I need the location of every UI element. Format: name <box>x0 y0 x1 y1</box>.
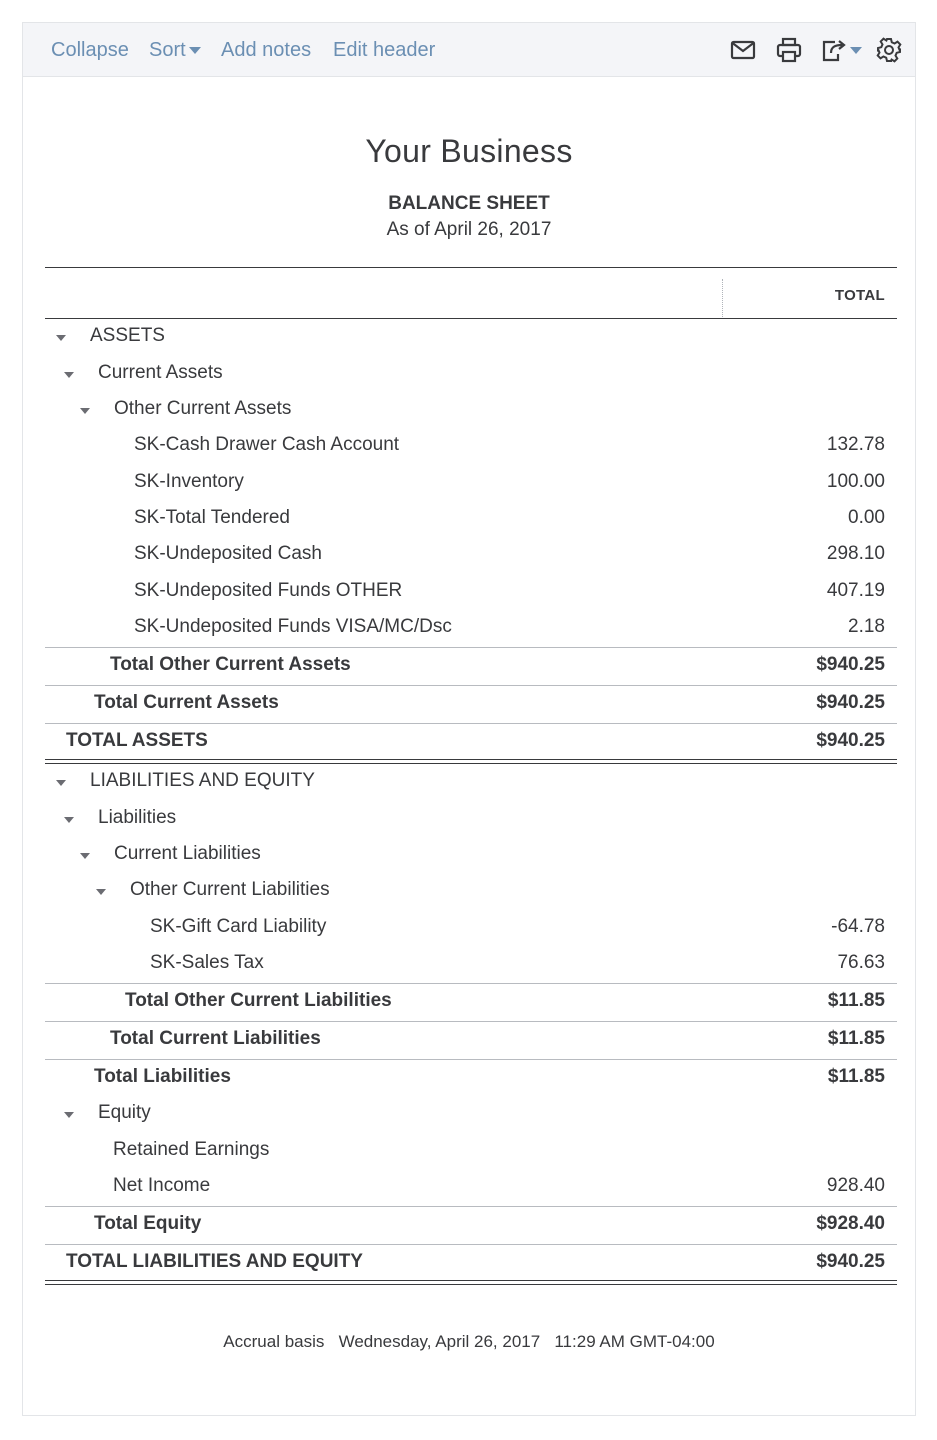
collapse-caret-icon[interactable] <box>64 817 74 823</box>
print-icon[interactable] <box>775 36 803 64</box>
row-amount[interactable]: $940.25 <box>816 692 885 713</box>
table-row <box>45 1213 897 1237</box>
table-row <box>45 770 897 794</box>
collapse-caret-icon[interactable] <box>64 1112 74 1118</box>
settings-icon[interactable] <box>875 36 903 64</box>
double-rule <box>45 1280 897 1285</box>
table-row <box>45 654 897 678</box>
report-footer <box>23 1332 915 1352</box>
row-label: SK-Undeposited Funds VISA/MC/Dsc <box>134 616 452 637</box>
add-notes-link[interactable]: Add notes <box>221 39 312 61</box>
table-row <box>45 1028 897 1052</box>
column-divider <box>722 279 723 319</box>
row-label: Other Current Assets <box>114 398 292 419</box>
collapse-caret-icon[interactable] <box>56 335 66 341</box>
column-header-rule <box>45 318 897 319</box>
row-label: Total Other Current Liabilities <box>125 990 392 1011</box>
table-row <box>45 730 897 754</box>
table-row <box>45 692 897 716</box>
table-row <box>45 398 897 422</box>
table-row <box>45 434 897 458</box>
table-row <box>45 325 897 349</box>
export-icon[interactable] <box>819 36 863 64</box>
total-rule <box>45 723 897 724</box>
edit-header-link[interactable]: Edit header <box>333 39 436 61</box>
report-date[interactable]: As of April 26, 2017 <box>386 219 552 240</box>
row-label: Retained Earnings <box>113 1139 270 1160</box>
footer-timestamp: Wednesday, April 26, 2017 11:29 AM GMT-04:00 <box>338 1332 715 1351</box>
row-amount[interactable]: 2.18 <box>848 616 885 637</box>
row-amount[interactable]: -64.78 <box>831 916 885 937</box>
table-row <box>45 362 897 386</box>
table-row <box>45 807 897 831</box>
row-label: SK-Undeposited Cash <box>134 543 322 564</box>
row-amount[interactable]: $940.25 <box>816 654 885 675</box>
row-label: SK-Inventory <box>134 471 244 492</box>
row-label: SK-Gift Card Liability <box>150 916 327 937</box>
row-amount[interactable]: $940.25 <box>816 730 885 751</box>
table-row <box>45 1102 897 1126</box>
row-amount[interactable]: $11.85 <box>827 1028 885 1049</box>
table-row <box>45 952 897 976</box>
row-amount[interactable]: 928.40 <box>826 1175 885 1196</box>
table-row <box>45 616 897 640</box>
sort-label: Sort <box>149 39 186 61</box>
footer-basis: Accrual basis <box>223 1332 325 1351</box>
total-rule <box>45 1059 897 1060</box>
row-amount[interactable]: 298.10 <box>826 543 885 564</box>
row-label: Net Income <box>113 1175 211 1196</box>
total-rule <box>45 685 897 686</box>
row-label: TOTAL LIABILITIES AND EQUITY <box>66 1251 363 1272</box>
row-label: ASSETS <box>90 325 165 346</box>
row-amount[interactable]: 76.63 <box>837 952 885 973</box>
report-card <box>22 22 916 1416</box>
total-rule <box>45 983 897 984</box>
row-amount[interactable]: 407.19 <box>826 580 885 601</box>
row-label: SK-Total Tendered <box>134 507 290 528</box>
table-row <box>45 990 897 1014</box>
row-label: TOTAL ASSETS <box>66 730 208 751</box>
table-row <box>45 1139 897 1163</box>
table-row <box>45 507 897 531</box>
row-label: Total Liabilities <box>94 1066 231 1087</box>
table-row <box>45 843 897 867</box>
collapse-caret-icon[interactable] <box>56 780 66 786</box>
collapse-caret-icon[interactable] <box>80 853 90 859</box>
row-label: Total Equity <box>94 1213 202 1234</box>
table-row <box>45 580 897 604</box>
row-label: Current Assets <box>98 362 223 383</box>
table-row <box>45 543 897 567</box>
row-amount[interactable]: $940.25 <box>816 1251 885 1272</box>
report-title[interactable]: BALANCE SHEET <box>388 193 550 214</box>
row-amount[interactable]: $11.85 <box>827 1066 885 1087</box>
table-row <box>45 471 897 495</box>
total-rule <box>45 647 897 648</box>
double-rule <box>45 759 897 764</box>
row-label: LIABILITIES AND EQUITY <box>90 770 315 791</box>
sort-button[interactable] <box>149 23 201 77</box>
total-rule <box>45 1206 897 1207</box>
table-row <box>45 1251 897 1275</box>
row-amount[interactable]: $928.40 <box>816 1213 885 1234</box>
chevron-down-icon <box>189 47 201 54</box>
collapse-caret-icon[interactable] <box>64 372 74 378</box>
row-label: Equity <box>98 1102 151 1123</box>
row-amount[interactable]: 132.78 <box>826 434 885 455</box>
report-toolbar <box>23 23 915 77</box>
total-rule <box>45 1244 897 1245</box>
row-amount[interactable]: $11.85 <box>827 990 885 1011</box>
row-amount[interactable]: 100.00 <box>826 471 885 492</box>
column-total-header[interactable]: TOTAL <box>834 287 885 304</box>
company-name[interactable]: Your Business <box>365 133 573 169</box>
row-label: SK-Cash Drawer Cash Account <box>134 434 400 455</box>
row-amount[interactable]: 0.00 <box>848 507 885 528</box>
collapse-caret-icon[interactable] <box>96 889 106 895</box>
row-label: Current Liabilities <box>114 843 261 864</box>
total-rule <box>45 1021 897 1022</box>
row-label: SK-Sales Tax <box>150 952 264 973</box>
email-icon[interactable] <box>729 36 757 64</box>
table-row <box>45 1066 897 1090</box>
collapse-link[interactable]: Collapse <box>51 39 129 61</box>
collapse-caret-icon[interactable] <box>80 408 90 414</box>
header-rule <box>45 267 897 268</box>
row-label: Total Other Current Assets <box>110 654 351 675</box>
row-label: Liabilities <box>98 807 177 828</box>
table-row <box>45 916 897 940</box>
row-label: Other Current Liabilities <box>130 879 330 900</box>
row-label: Total Current Liabilities <box>110 1028 321 1049</box>
row-label: Total Current Assets <box>94 692 279 713</box>
row-label: SK-Undeposited Funds OTHER <box>134 580 403 601</box>
table-row <box>45 1175 897 1199</box>
table-row <box>45 879 897 903</box>
column-header <box>45 279 897 319</box>
